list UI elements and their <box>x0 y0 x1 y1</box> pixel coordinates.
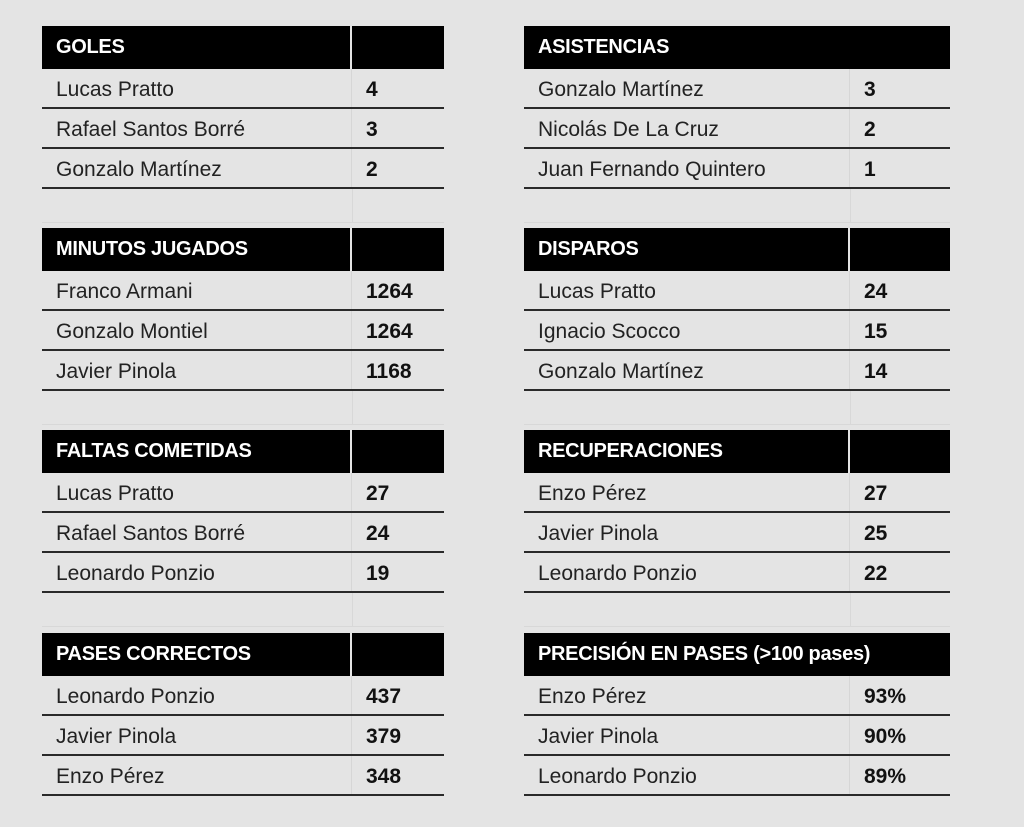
stat-value: 15 <box>864 320 888 343</box>
table-header <box>524 26 950 69</box>
empty-row <box>524 391 950 425</box>
player-name: Nicolás De La Cruz <box>524 109 850 147</box>
player-name: Lucas Pratto <box>524 271 850 309</box>
table-header <box>42 430 444 473</box>
table-title: ASISTENCIAS <box>538 36 670 58</box>
stat-value: 89% <box>864 765 907 788</box>
player-name: Lucas Pratto <box>42 69 352 107</box>
stat-value: 25 <box>864 522 888 545</box>
stat-value: 1264 <box>366 320 413 343</box>
table-disparos <box>524 228 950 425</box>
player-name: Enzo Pérez <box>524 676 850 714</box>
player-name: Javier Pinola <box>524 513 850 551</box>
player-name: Rafael Santos Borré <box>42 513 352 551</box>
stat-value: 27 <box>366 482 390 505</box>
stat-value: 3 <box>864 78 876 101</box>
stat-value: 14 <box>864 360 888 383</box>
player-name: Leonardo Ponzio <box>524 553 850 591</box>
player-name: Rafael Santos Borré <box>42 109 352 147</box>
table-row <box>42 513 444 553</box>
table-row <box>42 311 444 351</box>
stat-value: 93% <box>864 685 907 708</box>
table-recuperaciones <box>524 430 950 627</box>
table-header <box>42 228 444 271</box>
table-row <box>42 271 444 311</box>
table-row <box>524 716 950 756</box>
table-row <box>524 69 950 109</box>
stat-value: 2 <box>864 118 876 141</box>
table-header <box>524 228 950 271</box>
table-title: PRECISIÓN EN PASES (>100 pases) <box>538 643 871 665</box>
stat-value: 1264 <box>366 280 413 303</box>
empty-row <box>524 189 950 223</box>
stat-value: 3 <box>366 118 378 141</box>
table-row <box>524 149 950 189</box>
stat-value: 24 <box>366 522 390 545</box>
table-row <box>42 473 444 513</box>
player-name: Javier Pinola <box>42 716 352 754</box>
player-name: Gonzalo Montiel <box>42 311 352 349</box>
table-row <box>524 676 950 716</box>
stat-value: 348 <box>366 765 402 788</box>
table-title: PASES CORRECTOS <box>42 633 352 676</box>
player-name: Javier Pinola <box>42 351 352 389</box>
table-row <box>42 149 444 189</box>
table-header <box>524 430 950 473</box>
player-name: Leonardo Ponzio <box>524 756 850 794</box>
table-pases-correctos <box>42 633 444 796</box>
table-row <box>524 311 950 351</box>
table-title: RECUPERACIONES <box>524 430 850 473</box>
stat-value: 19 <box>366 562 390 585</box>
stat-value: 2 <box>366 158 378 181</box>
player-name: Gonzalo Martínez <box>42 149 352 187</box>
table-header <box>524 633 950 676</box>
stat-value: 379 <box>366 725 402 748</box>
table-row <box>42 109 444 149</box>
player-name: Gonzalo Martínez <box>524 69 850 107</box>
player-name: Enzo Pérez <box>42 756 352 794</box>
table-title: MINUTOS JUGADOS <box>42 228 352 271</box>
player-name: Lucas Pratto <box>42 473 352 511</box>
table-row <box>42 756 444 796</box>
table-row <box>42 676 444 716</box>
table-title: DISPAROS <box>524 228 850 271</box>
player-name: Juan Fernando Quintero <box>524 149 850 187</box>
table-row <box>42 716 444 756</box>
table-precision-en-pases <box>524 633 950 796</box>
table-minutos-jugados <box>42 228 444 425</box>
player-name: Gonzalo Martínez <box>524 351 850 389</box>
stat-value: 27 <box>864 482 888 505</box>
player-name: Leonardo Ponzio <box>42 553 352 591</box>
empty-row <box>42 593 444 627</box>
table-row <box>42 69 444 109</box>
player-name: Franco Armani <box>42 271 352 309</box>
empty-row <box>42 391 444 425</box>
table-header <box>42 26 444 69</box>
table-asistencias <box>524 26 950 223</box>
stat-value: 22 <box>864 562 888 585</box>
player-name: Enzo Pérez <box>524 473 850 511</box>
stat-value: 24 <box>864 280 888 303</box>
table-faltas-cometidas <box>42 430 444 627</box>
table-row <box>524 351 950 391</box>
table-row <box>524 553 950 593</box>
stat-value: 1168 <box>366 360 412 383</box>
table-row <box>524 109 950 149</box>
table-goles <box>42 26 444 223</box>
table-title: GOLES <box>42 26 352 69</box>
player-name: Leonardo Ponzio <box>42 676 352 714</box>
player-name: Ignacio Scocco <box>524 311 850 349</box>
empty-row <box>524 593 950 627</box>
stat-value: 437 <box>366 685 402 708</box>
empty-row <box>42 189 444 223</box>
table-row <box>524 513 950 553</box>
stat-value: 90% <box>864 725 907 748</box>
table-row <box>42 553 444 593</box>
table-row <box>42 351 444 391</box>
stat-value: 4 <box>366 78 378 101</box>
player-name: Javier Pinola <box>524 716 850 754</box>
table-row <box>524 473 950 513</box>
table-header <box>42 633 444 676</box>
table-row <box>524 271 950 311</box>
table-title: FALTAS COMETIDAS <box>42 430 352 473</box>
table-row <box>524 756 950 796</box>
stat-value: 1 <box>864 158 876 181</box>
